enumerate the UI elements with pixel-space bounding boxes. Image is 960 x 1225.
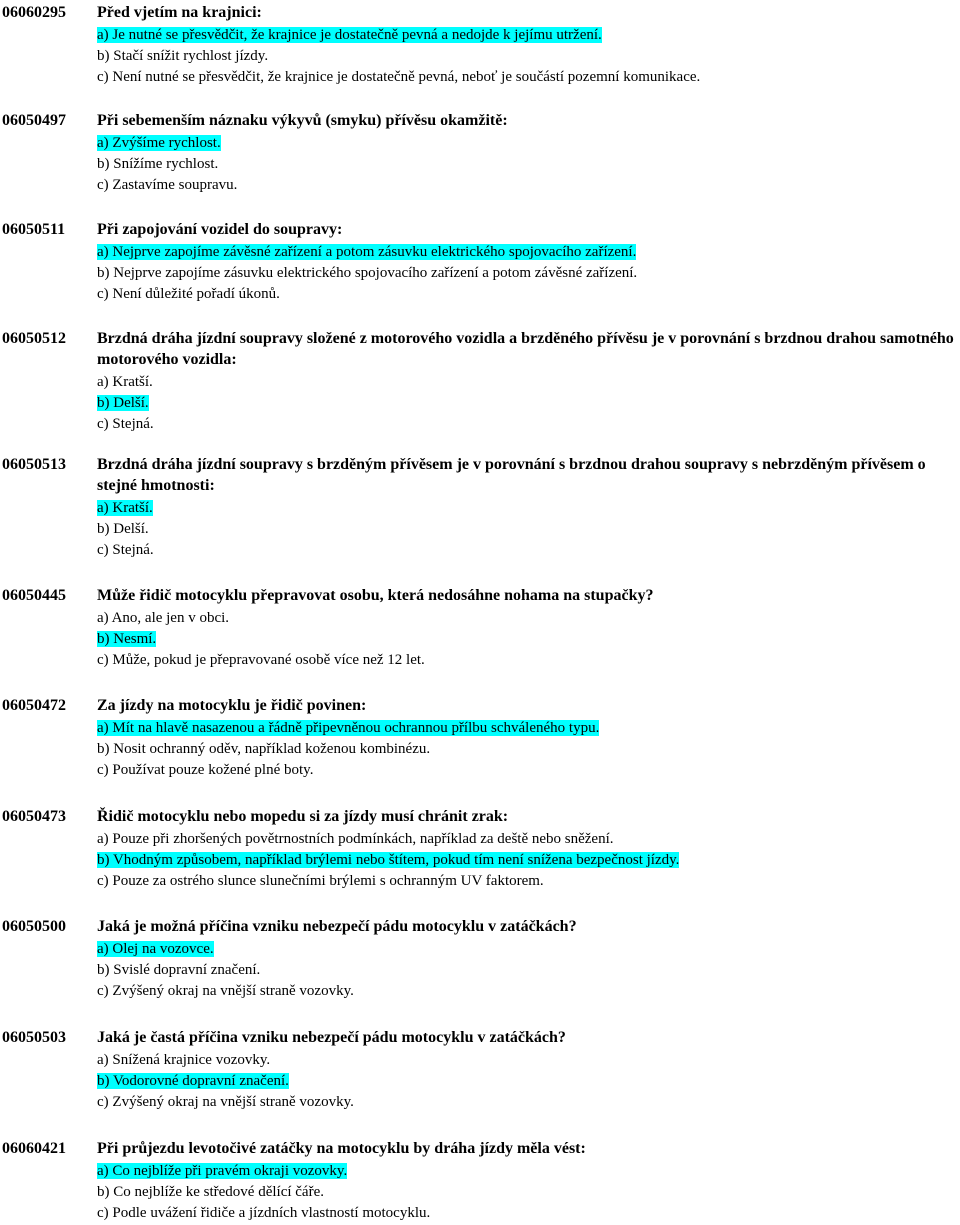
answer-a <box>97 608 960 629</box>
answer-b <box>97 960 960 981</box>
answer-c <box>97 67 960 88</box>
question-body <box>97 806 960 892</box>
question-body <box>97 219 960 305</box>
answer-c <box>97 414 960 435</box>
answer-c <box>97 540 960 561</box>
answer-c <box>97 981 960 1002</box>
answer-a <box>97 25 960 46</box>
answer-b <box>97 263 960 284</box>
answer-text-correct: a) Co nejblíže při pravém okraji vozovky. <box>97 1163 348 1179</box>
answer-text: c) Může, pokud je přepravované osobě více než 12 let. <box>97 652 425 668</box>
answer-b <box>97 46 960 67</box>
question-body <box>97 2 960 88</box>
answer-text-correct: a) Zvýšíme rychlost. <box>97 135 221 151</box>
answer-text-correct: a) Je nutné se přesvědčit, že krajnice je dostatečně pevná a nedojde k jejímu utržení. <box>97 27 602 43</box>
question-text: Jaká je možná příčina vzniku nebezpečí pádu motocyklu v zatáčkách? <box>97 918 577 935</box>
question-text: Brzdná dráha jízdní soupravy s brzděným přívěsem je v porovnání s brzdnou drahou soupravy s nebrzděným přívěsem o stejné hmotnosti: <box>97 456 926 494</box>
answer-text: b) Snížíme rychlost. <box>97 156 219 172</box>
answer-text: a) Kratší. <box>97 374 153 390</box>
answer-text: b) Co nejblíže ke středové dělící čáře. <box>97 1184 324 1200</box>
question-body <box>97 110 960 196</box>
answer-text: c) Zvýšený okraj na vnější straně vozovky. <box>97 1094 354 1110</box>
answer-text-correct: b) Vhodným způsobem, například brýlemi nebo štítem, pokud tím není snížena bezpečnost jízdy. <box>97 852 680 868</box>
question-body <box>97 454 960 561</box>
answer-text: c) Podle uvážení řidiče a jízdních vlastností motocyklu. <box>97 1205 431 1221</box>
answer-text: b) Nejprve zapojíme zásuvku elektrického spojovacího zařízení a potom závěsné zařízení. <box>97 265 638 281</box>
question-body <box>97 1138 960 1224</box>
answer-c <box>97 760 960 781</box>
question-body <box>97 328 960 435</box>
answer-text-correct: a) Kratší. <box>97 500 153 516</box>
answer-text-correct: b) Nesmí. <box>97 631 157 647</box>
answer-text: c) Používat pouze kožené plné boty. <box>97 762 314 778</box>
answer-a <box>97 372 960 393</box>
question-id: 06050512 <box>2 330 66 347</box>
answer-a <box>97 1161 960 1182</box>
question-id: 06050511 <box>2 221 66 238</box>
answer-c <box>97 871 960 892</box>
answer-a <box>97 829 960 850</box>
answer-b <box>97 154 960 175</box>
answer-text: b) Svislé dopravní značení. <box>97 962 261 978</box>
answer-text-correct: b) Vodorovné dopravní značení. <box>97 1073 289 1089</box>
answer-text-correct: a) Mít na hlavě nasazenou a řádně připevněnou ochrannou přílbu schváleného typu. <box>97 720 600 736</box>
answer-a <box>97 939 960 960</box>
answer-b <box>97 739 960 760</box>
answer-text: c) Stejná. <box>97 416 154 432</box>
question-text: Brzdná dráha jízdní soupravy složené z motorového vozidla a brzděného přívěsu je v porovnání s brzdnou drahou samotného motorového vozidla: <box>97 330 954 368</box>
question-text: Při sebemenším náznaku výkyvů (smyku) přívěsu okamžitě: <box>97 112 508 129</box>
question-text: Při průjezdu levotočivé zatáčky na motocyklu by dráha jízdy měla vést: <box>97 1140 586 1157</box>
answer-text-correct: a) Olej na vozovce. <box>97 941 214 957</box>
answer-text: c) Pouze za ostrého slunce slunečními brýlemi s ochranným UV faktorem. <box>97 873 544 889</box>
answer-text: b) Delší. <box>97 521 149 537</box>
answer-text: a) Snížená krajnice vozovky. <box>97 1052 271 1068</box>
question-id: 06050500 <box>2 918 66 935</box>
answer-c <box>97 284 960 305</box>
question-text: Před vjetím na krajnici: <box>97 4 262 21</box>
answer-b <box>97 393 960 414</box>
answer-a <box>97 498 960 519</box>
question-id: 06050497 <box>2 112 66 129</box>
answer-c <box>97 650 960 671</box>
answer-text-correct: a) Nejprve zapojíme závěsné zařízení a potom zásuvku elektrického spojovacího zařízení. <box>97 244 637 260</box>
answer-text: a) Pouze při zhoršených povětrnostních podmínkách, například za deště nebo sněžení. <box>97 831 614 847</box>
answer-b <box>97 850 960 871</box>
answer-a <box>97 718 960 739</box>
answer-b <box>97 629 960 650</box>
question-text: Za jízdy na motocyklu je řidič povinen: <box>97 697 367 714</box>
answer-text: a) Ano, ale jen v obci. <box>97 610 230 626</box>
question-body <box>97 585 960 671</box>
question-id: 06050445 <box>2 587 66 604</box>
question-id: 06050472 <box>2 697 66 714</box>
answer-c <box>97 175 960 196</box>
answer-a <box>97 133 960 154</box>
answer-text-correct: b) Delší. <box>97 395 149 411</box>
question-id: 06050503 <box>2 1029 66 1046</box>
answer-text: b) Stačí snížit rychlost jízdy. <box>97 48 269 64</box>
answer-text: c) Není nutné se přesvědčit, že krajnice je dostatečně pevná, neboť je součástí pozemní komunikace. <box>97 69 701 85</box>
question-body <box>97 916 960 1002</box>
question-body <box>97 1027 960 1113</box>
answer-a <box>97 1050 960 1071</box>
answer-a <box>97 242 960 263</box>
question-text: Řidič motocyklu nebo mopedu si za jízdy musí chránit zrak: <box>97 808 509 825</box>
answer-text: c) Není důležité pořadí úkonů. <box>97 286 280 302</box>
question-text: Jaká je častá příčina vzniku nebezpečí pádu motocyklu v zatáčkách? <box>97 1029 566 1046</box>
answer-text: b) Nosit ochranný oděv, například koženou kombinézu. <box>97 741 431 757</box>
answer-text: c) Zastavíme soupravu. <box>97 177 238 193</box>
question-id: 06050513 <box>2 456 66 473</box>
answer-text: c) Stejná. <box>97 542 154 558</box>
answer-b <box>97 519 960 540</box>
answer-c <box>97 1203 960 1224</box>
answer-text: c) Zvýšený okraj na vnější straně vozovky. <box>97 983 354 999</box>
answer-b <box>97 1071 960 1092</box>
question-id: 06060295 <box>2 4 66 21</box>
question-text: Při zapojování vozidel do soupravy: <box>97 221 343 238</box>
answer-c <box>97 1092 960 1113</box>
answer-b <box>97 1182 960 1203</box>
question-text: Může řidič motocyklu přepravovat osobu, která nedosáhne nohama na stupačky? <box>97 587 654 604</box>
question-id: 06060421 <box>2 1140 66 1157</box>
question-body <box>97 695 960 781</box>
question-id: 06050473 <box>2 808 66 825</box>
